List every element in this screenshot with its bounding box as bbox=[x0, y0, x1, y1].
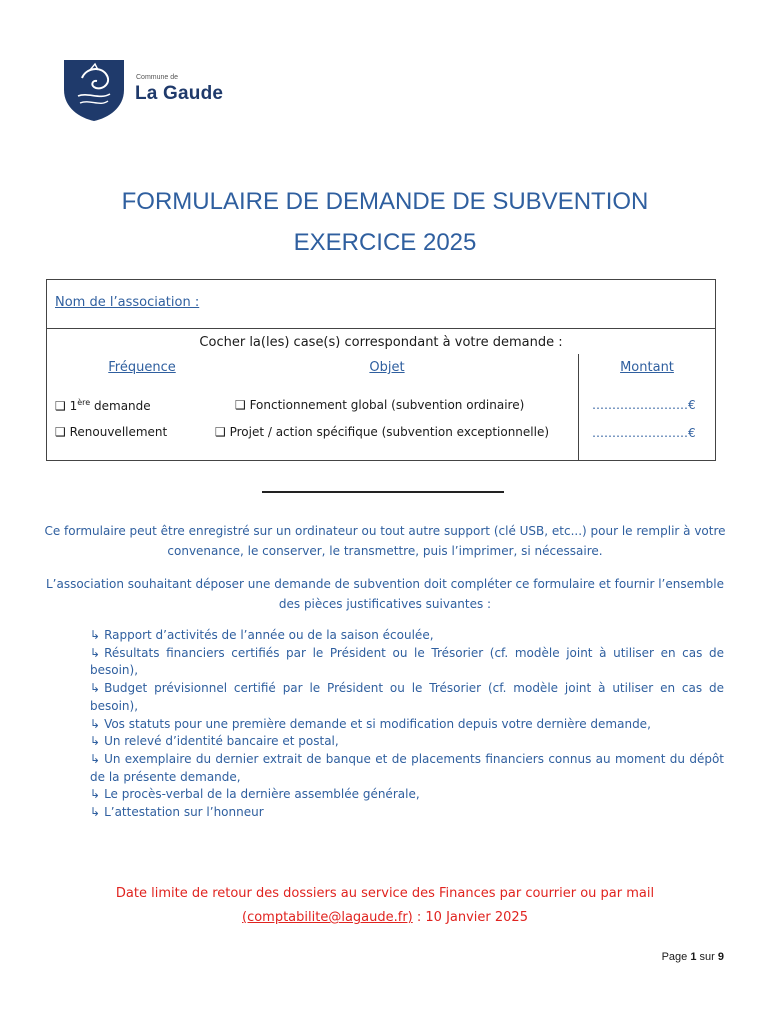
checkbox-project[interactable]: ❑ Projet / action spécifique (subvention exceptionnelle) bbox=[215, 425, 550, 439]
checkbox-first-request[interactable]: ❑ 1ère demande bbox=[55, 398, 151, 413]
association-name-field[interactable]: Nom de l’association : bbox=[55, 295, 200, 310]
column-divider bbox=[578, 354, 579, 460]
email-link[interactable]: (comptabilite@lagaude.fr) bbox=[242, 910, 413, 925]
header-frequence: Fréquence bbox=[108, 360, 176, 375]
document-item: ↳ Budget prévisionnel certifié par le Président ou le Trésorier (cf. modèle joint à utiliser en cas de besoin), bbox=[90, 681, 724, 713]
documents-list bbox=[90, 627, 724, 822]
page-number: Page 1 sur 9 bbox=[661, 951, 724, 963]
document-item: ↳ Vos statuts pour une première demande et si modification depuis votre dernière demande, bbox=[90, 716, 651, 731]
divider bbox=[47, 328, 715, 329]
deadline-notice bbox=[0, 882, 770, 930]
logo-name: La Gaude bbox=[135, 83, 224, 104]
arrow-icon: ↳ bbox=[90, 734, 101, 749]
logo-subtitle: Commune de bbox=[136, 74, 179, 81]
separator-line bbox=[262, 491, 504, 493]
deadline-date: : 10 Janvier 2025 bbox=[412, 910, 528, 925]
intro-paragraph: Ce formulaire peut être enregistré sur un ordinateur ou tout autre support (clé USB, etc...) pour le remplir à votre convenance, le conserver, le transmettre, puis l’imprimer, si nécessaire. bbox=[44, 524, 726, 558]
checkbox-renewal[interactable]: ❑ Renouvellement bbox=[55, 425, 168, 439]
document-item: ↳ Résultats financiers certifiés par le Président ou le Trésorier (cf. modèle joint à utiliser en cas de besoin), bbox=[90, 645, 724, 678]
amount-field-1[interactable]: ……………………€ bbox=[592, 398, 696, 412]
arrow-icon: ↳ bbox=[90, 751, 101, 766]
arrow-icon: ↳ bbox=[90, 716, 101, 731]
document-item: ↳ Rapport d’activités de l’année ou de la saison écoulée, bbox=[90, 628, 434, 642]
request-box bbox=[46, 279, 716, 461]
checkbox-icon: ❑ bbox=[55, 425, 66, 439]
document-item: ↳ Un exemplaire du dernier extrait de banque et de placements financiers connus au moment du dépôt de la présente demande, bbox=[90, 751, 724, 784]
form-year: EXERCICE 2025 bbox=[293, 229, 477, 256]
deadline-text: Date limite de retour des dossiers au service des Finances par courrier ou par mail bbox=[115, 886, 655, 901]
document-item: ↳ Un relevé d’identité bancaire et postal, bbox=[90, 734, 339, 749]
shield-icon bbox=[62, 56, 126, 122]
arrow-icon: ↳ bbox=[90, 805, 101, 820]
header-montant: Montant bbox=[620, 360, 674, 375]
amount-field-2[interactable]: ……………………€ bbox=[592, 426, 696, 440]
form-title: FORMULAIRE DE DEMANDE DE SUBVENTION bbox=[121, 188, 649, 215]
document-item: ↳ L’attestation sur l’honneur bbox=[90, 805, 264, 820]
checkbox-operating[interactable]: ❑ Fonctionnement global (subvention ordinaire) bbox=[235, 398, 525, 412]
checkbox-icon: ❑ bbox=[55, 399, 66, 413]
checkbox-instruction: Cocher la(les) case(s) correspondant à votre demande : bbox=[199, 335, 563, 350]
document-item: ↳ Le procès-verbal de la dernière assemblée générale, bbox=[90, 787, 420, 802]
header-objet: Objet bbox=[369, 360, 405, 375]
commune-logo bbox=[62, 56, 252, 124]
arrow-icon: ↳ bbox=[90, 645, 101, 660]
requirements-paragraph: L’association souhaitant déposer une demande de subvention doit compléter ce formulaire et fournir l’ensemble des pièces justificatives suivantes : bbox=[45, 577, 724, 611]
arrow-icon: ↳ bbox=[90, 681, 101, 696]
arrow-icon: ↳ bbox=[90, 628, 101, 642]
arrow-icon: ↳ bbox=[90, 787, 101, 802]
